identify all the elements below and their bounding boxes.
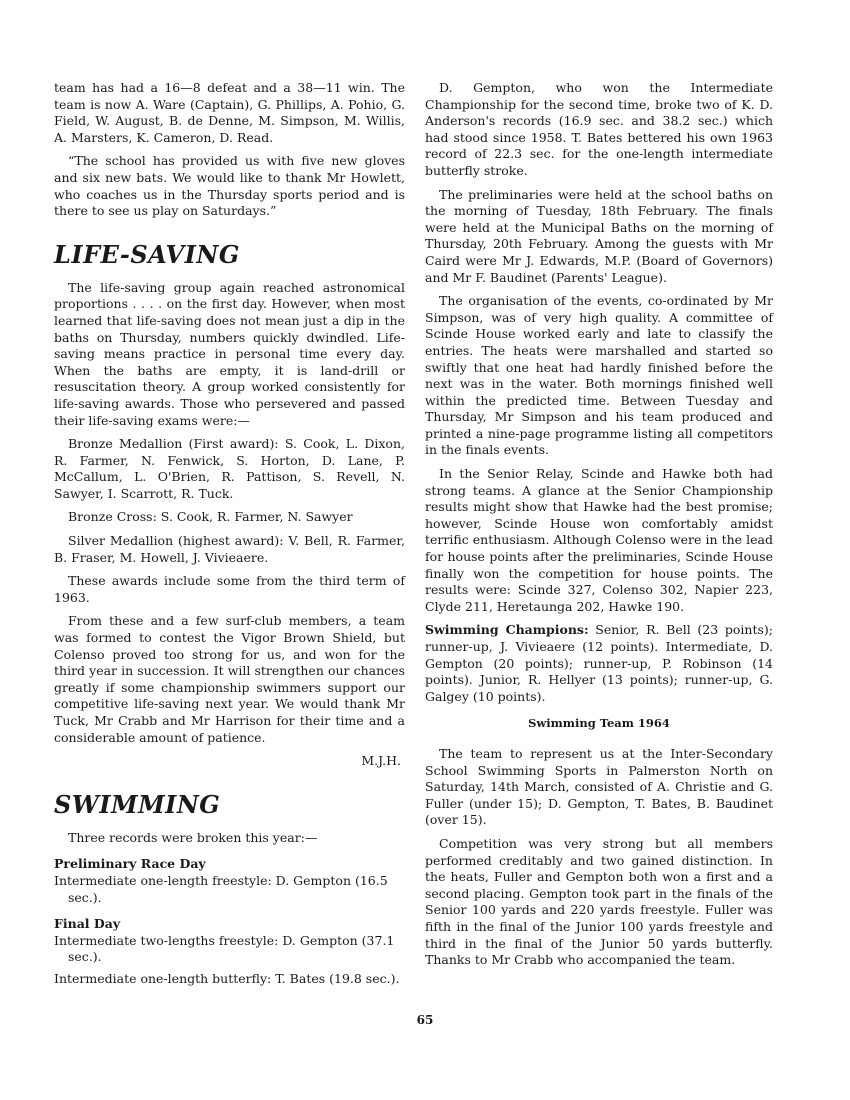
life-saving-heading: LIFE-SAVING: [54, 239, 240, 269]
bronze-medallion-paragraph: Bronze Medallion (First award): S. Cook, L. Dixon, R. Farmer, N. Fenwick, S. Horton, D. Lane, P. McCallum, L. O'Brien, R. Pattison, S. Revell, N. Sawyer, I. Scarrott, R. Tuck.: [54, 436, 405, 501]
gempton-paragraph: D. Gempton, who won the Intermediate Championship for the second time, broke two of K. D. Anderson's records (16.9 sec. and 38.2 sec.) which had stood since 1958. T. Bates bettered his own 1963 record of 22.3 sec. for the one-length intermediate butterfly stroke.: [425, 80, 773, 178]
silver-medallion-paragraph: Silver Medallion (highest award): V. Bell, R. Farmer, B. Fraser, M. Howell, J. Vivieaere.: [54, 533, 405, 565]
swimming-heading: SWIMMING: [54, 789, 221, 819]
record-entry: Intermediate two-lengths freestyle: D. Gempton (37.1 sec.).: [54, 932, 395, 965]
swimming-team-heading: Swimming Team 1964: [528, 716, 670, 731]
cricket-paragraph: team has had a 16—8 defeat and a 38—11 win. The team is now A. Ware (Captain), G. Phillips, A. Pohio, G. Field, W. August, B. de Denne, M. Simpson, M. Willis, A. Marsters, K. Cameron, D. Read.: [54, 80, 405, 145]
left-column: [54, 80, 405, 993]
champions-label: Swimming Champions:: [425, 622, 589, 638]
champions-paragraph: [425, 622, 773, 705]
senior-relay-paragraph: In the Senior Relay, Scinde and Hawke both had strong teams. A glance at the Senior Championship results might show that Hawke had the best promise; however, Scinde House won comfortably amidst terrific enthusiasm. Although Colenso were in the lead for house points after the preliminaries, Scinde House finally won the competition for house points. The results were: Scinde 327, Colenso 302, Napier 223, Clyde 211, Heretaunga 202, Hawke 190.: [425, 466, 773, 614]
champions-text: Senior, R. Bell (23 points); runner-up, J. Vivieaere (12 points). Intermediate, D. Gempton (20 points); runner-up, P. Robinson (14 points). Junior, R. Hellyer (13 points); runner-up, G. Galgey (10 points).: [425, 622, 773, 704]
right-column: [425, 80, 773, 976]
awards-note-paragraph: These awards include some from the third term of 1963.: [54, 573, 405, 605]
final-day-heading: Final Day: [54, 916, 121, 932]
bronze-cross-paragraph: Bronze Cross: S. Cook, R. Farmer, N. Sawyer: [68, 509, 353, 525]
vigor-brown-paragraph: From these and a few surf-club members, a team was formed to contest the Vigor Brown Shield, but Colenso proved too strong for us, and won for the third year in succession. It will strengthen our chances greatly if some championship swimmers support our competitive life-saving next year. We would thank Mr Tuck, Mr Crabb and Mr Harrison for their time and a considerable amount of patience.: [54, 613, 405, 745]
record-entry: Intermediate one-length butterfly: T. Bates (19.8 sec.).: [54, 970, 400, 986]
team-paragraph: The team to represent us at the Inter-Secondary School Swimming Sports in Palmerston North on Saturday, 14th March, consisted of A. Christie and G. Fuller (under 15); D. Gempton, T. Bates, B. Baudinet (over 15).: [425, 745, 773, 828]
organisation-paragraph: The organisation of the events, co-ordinated by Mr Simpson, was of very high quality. A committee of Scinde House worked early and late to classify the entries. The heats were marshalled and started so swiftly that one heat had hardly finished before the next was in the water. Both mornings finished well within the predicted time. Between Tuesday and Thursday, Mr Simpson and his team produced and printed a nine-page programme listing all competitors in the finals events.: [425, 293, 773, 458]
preliminaries-paragraph: The preliminaries were held at the school baths on the morning of Tuesday, 18th February. The finals were held at the Municipal Baths on the morning of Thursday, 20th February. Among the guests with Mr Caird were Mr J. Edwards, M.P. (Board of Governors) and Mr F. Baudinet (Parents' League).: [425, 186, 773, 285]
author-signature: M.J.H.: [361, 753, 401, 769]
records-intro: Three records were broken this year:—: [68, 829, 318, 845]
cricket-quote-paragraph: “The school has provided us with five new gloves and six new bats. We would like to thank Mr Howlett, who coaches us in the Thursday sports period and is there to see us play on Saturdays.”: [54, 153, 405, 219]
preliminary-day-heading: Preliminary Race Day: [54, 856, 206, 872]
life-saving-paragraph: The life-saving group again reached astronomical proportions . . . . on the first day. However, when most learned that life-saving does not mean just a dip in the baths on Thursday, numbers quickly dwindled. Life-saving means practice in personal time every day. When the baths are empty, it is land-drill or resuscitation theory. A group worked consistently for life-saving awards. Those who persevered and passed their life-saving exams were:—: [54, 279, 405, 428]
record-entry: Intermediate one-length freestyle: D. Gempton (16.5 sec.).: [54, 872, 388, 905]
competition-paragraph: Competition was very strong but all members performed creditably and two gained distinction. In the heats, Fuller and Gempton both won a first and a second placing. Gempton took part in the finals of the Senior 100 yards and 220 yards freestyle. Fuller was fifth in the final of the Junior 100 yards freestyle and third in the final of the Junior 50 yards butterfly. Thanks to Mr Crabb who accompanied the team.: [425, 835, 773, 968]
page-number: 65: [416, 1013, 434, 1027]
